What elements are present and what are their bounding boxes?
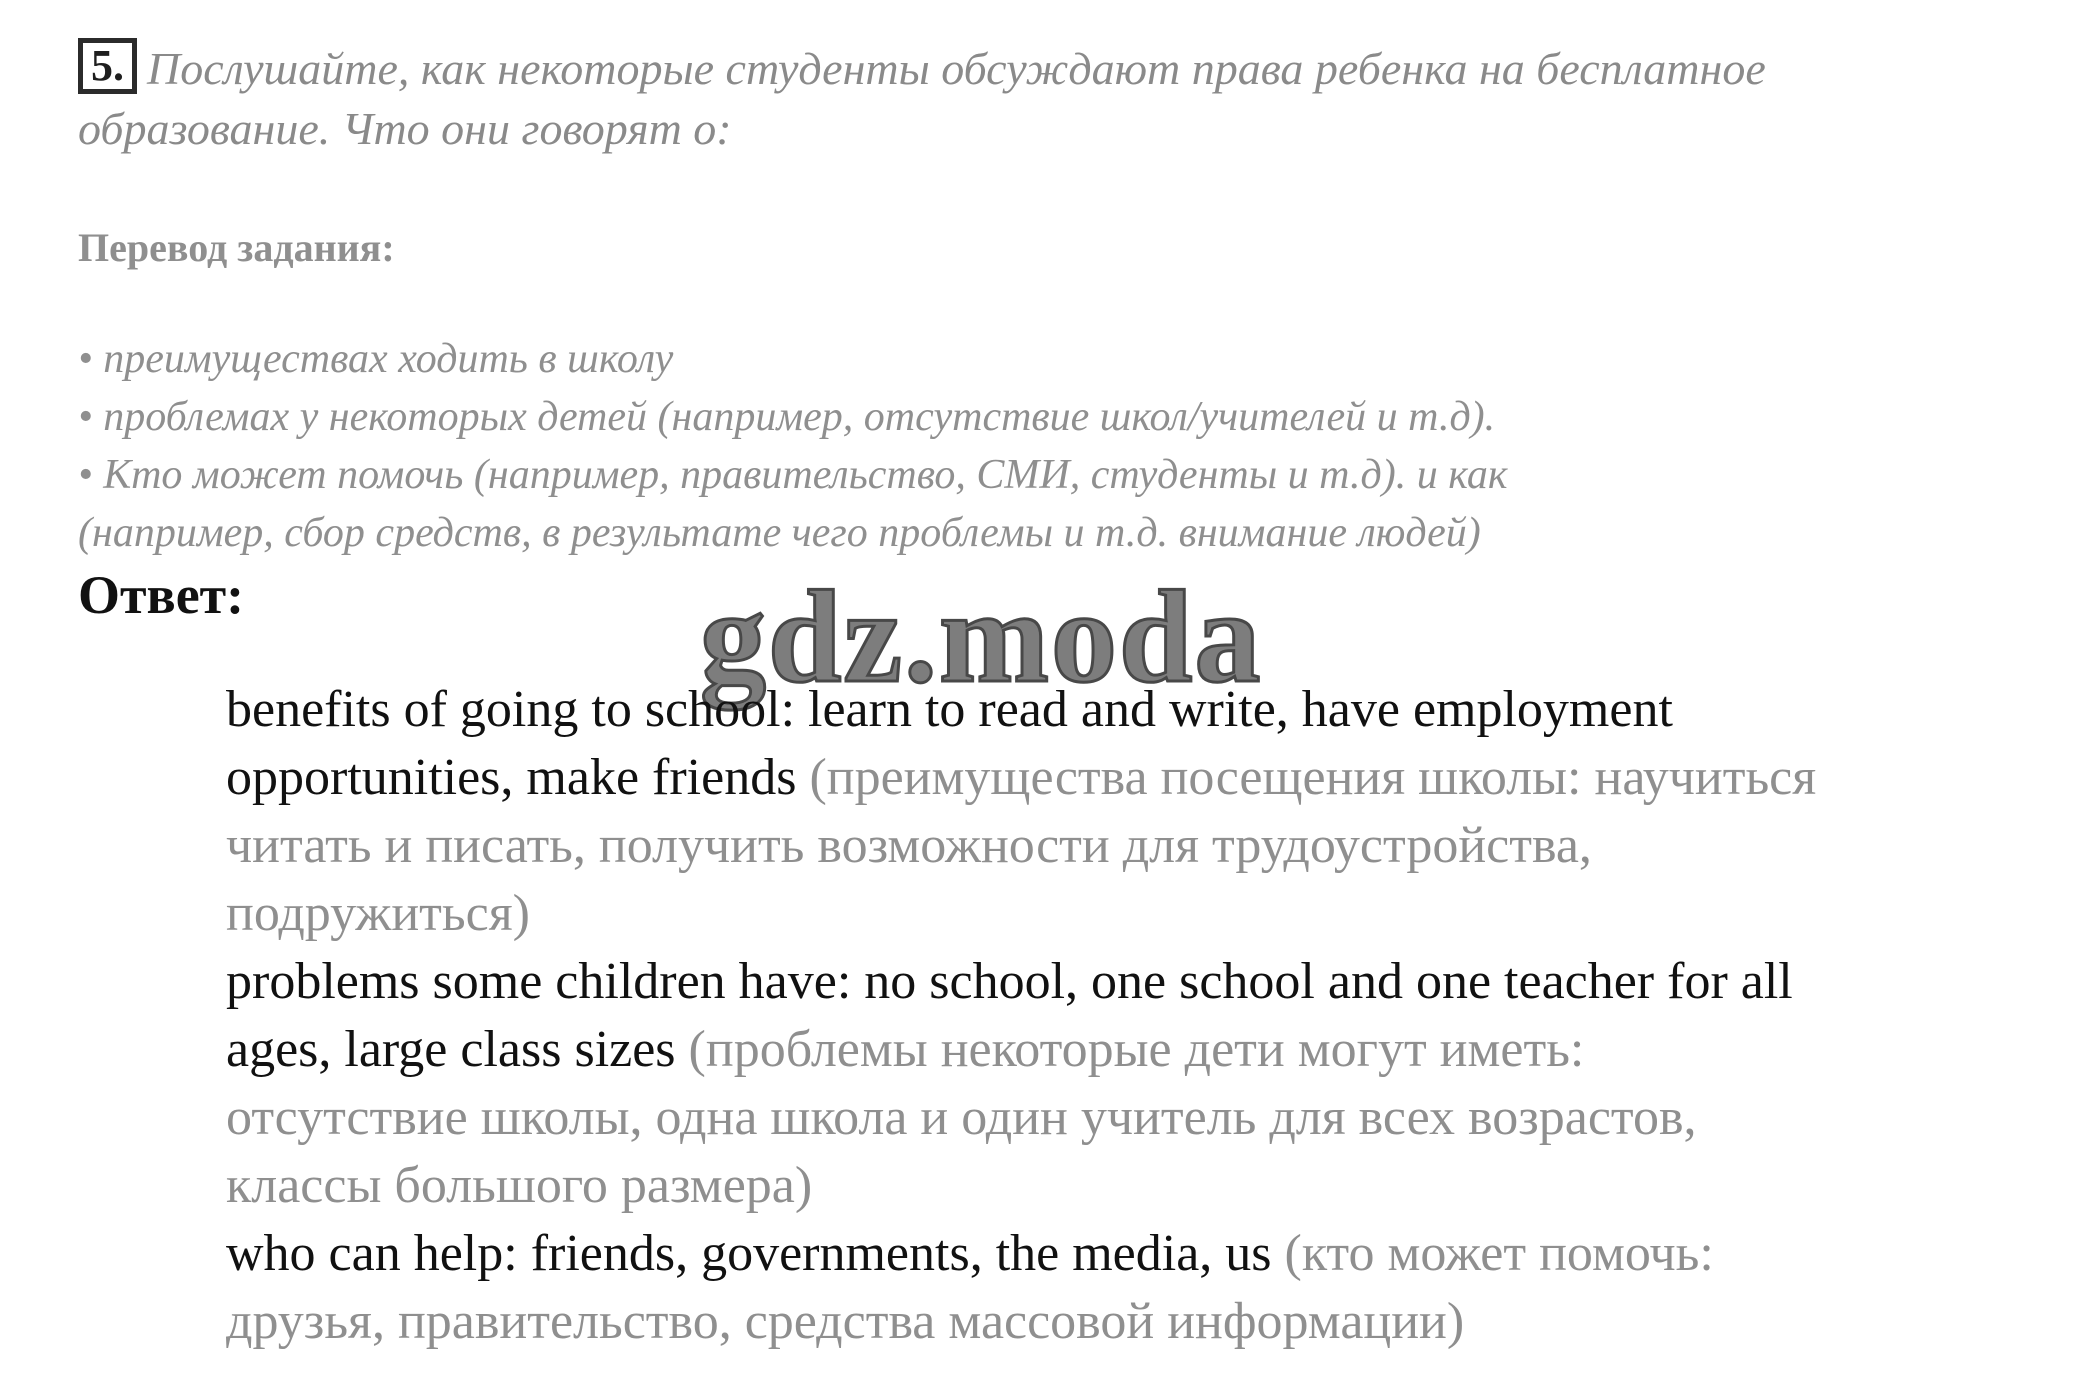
answer-english: opportunities, make friends xyxy=(226,749,810,806)
answer-russian: (преимущества посещения школы: научиться xyxy=(809,749,1817,806)
bullet-line: (например, сбор средств, в результате чего проблемы и т.д. внимание людей) xyxy=(78,510,1481,556)
answer-russian: подружиться) xyxy=(226,885,530,942)
answer-english: problems some children have: no school, one school and one teacher for all xyxy=(226,953,1793,1010)
answer-heading: Ответ: xyxy=(78,565,245,625)
answer-line xyxy=(226,1084,2036,1152)
watermark-logo: gdz.moda xyxy=(700,563,1263,710)
answer-russian: (кто может помочь: xyxy=(1284,1225,1714,1282)
answer-line xyxy=(226,812,2036,880)
translation-heading: Перевод задания: xyxy=(78,225,395,270)
answer-english: who can help: friends, governments, the media, us xyxy=(226,1225,1285,1282)
answer-block xyxy=(226,676,2036,1356)
answer-line xyxy=(226,1152,2036,1220)
answer-line xyxy=(226,1220,2036,1288)
task-number: 5. xyxy=(78,38,137,94)
answer-english: ages, large class sizes xyxy=(226,1021,689,1078)
answer-line xyxy=(226,1288,2036,1356)
answer-english: benefits of going to school: learn to read and write, have employment xyxy=(226,681,1673,738)
answer-line xyxy=(226,1016,2036,1084)
task-instruction-text: Послушайте, как некоторые студенты обсуждают права ребенка на бесплатное образование. Что они говорят о: xyxy=(78,43,1766,154)
translation-bullets xyxy=(78,330,1978,562)
answer-russian: классы большого размера) xyxy=(226,1157,813,1214)
answer-russian: отсутствие школы, одна школа и один учитель для всех возрастов, xyxy=(226,1089,1697,1146)
task-instruction-block xyxy=(78,38,1978,159)
answer-line xyxy=(226,880,2036,948)
answer-russian: читать и писать, получить возможности для трудоустройства, xyxy=(226,817,1592,874)
bullet-line: • преимуществах ходить в школу xyxy=(78,336,674,382)
answer-russian: (проблемы некоторые дети могут иметь: xyxy=(688,1021,1585,1078)
bullet-line: • проблемах у некоторых детей (например, отсутствие школ/учителей и т.д). xyxy=(78,394,1496,440)
bullet-line: • Кто может помочь (например, правительство, СМИ, студенты и т.д). и как xyxy=(78,452,1508,498)
answer-line xyxy=(226,744,2036,812)
answer-line xyxy=(226,676,2036,744)
answer-russian: друзья, правительство, средства массовой информации) xyxy=(226,1293,1465,1350)
answer-line xyxy=(226,948,2036,1016)
